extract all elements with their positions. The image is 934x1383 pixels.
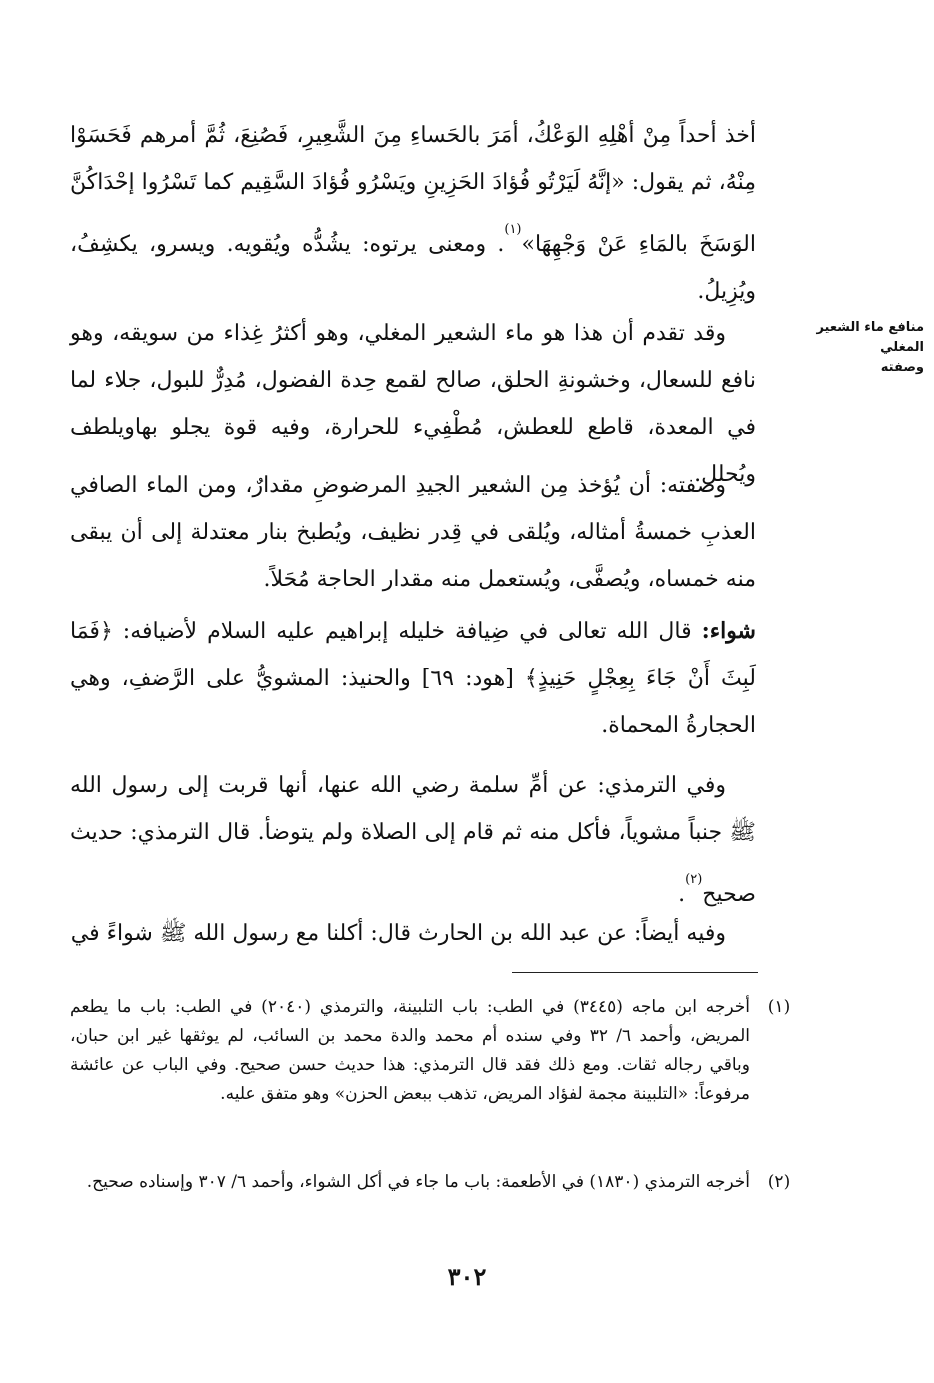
footnote-2: [70, 1168, 791, 1197]
margin-note-line1: منافع ماء الشعير المغلي: [816, 320, 924, 355]
paragraph-4: [70, 608, 756, 749]
margin-note-line2: وصفته: [880, 360, 924, 375]
paragraph-2-text: وقد تقدم أن هذا هو ماء الشعير المغلي، وهو أكثرُ غِذاء من سويقه، وهو نافع للسعال، وخشونةِ الحلق، صالح لقمع حِدة الفضول، مُدِرٌّ للبول، جلاء لما في المعدة، قاطع للعطش، مُطْفِيء للحرارة، وفيه قوة يجلو بهاويلطف ويُحلل.: [70, 321, 756, 487]
paragraph-3-text: وصفته: أن يُؤخذ مِن الشعير الجيدِ المرضوضِ مقدارٌ، ومن الماء الصافي العذبِ خمسةُ أمثاله، ويُلقى في قِدر نظيف، ويُطبخ بنار معتدلة إلى أن يبقى منه خمساه، ويُصفَّى، ويُستعمل منه مقدار الحاجة مُحَلاً.: [70, 473, 756, 592]
paragraph-5: [70, 762, 756, 918]
paragraph-4-text: قال الله تعالى في ضِيافة خليله إبراهيم عليه السلام لأضيافه: ﴿فَمَا لَبِثَ أَنْ جَاءَ بِعِجْلٍ حَنِيذٍ﴾ [هود: ٦٩] والحنيذ: المشويُّ على الرَّضفِ، وهي الحجارةُ المحماة.: [70, 619, 756, 738]
paragraph-1: [70, 112, 756, 315]
paragraph-1-text: أخذ أحداً مِنْ أهْلِهِ الوَعْكُ، أمَرَ بالحَساءِ مِنَ الشَّعِيرِ، فَصُنِعَ، ثُمَّ أمرهم فَحَسَوْا مِنْهُ، ثم يقول: «إنَّهُ لَيَرْتُو فُؤادَ الحَزِينِ ويَسْرُو فُؤادَ السَّقِيم كما تَسْرُوا إحْدَاكُنَّ الوَسَخَ بالمَاءِ عَنْ وَجْهِهَا»: [70, 123, 756, 257]
paragraph-5-text: وفي الترمذي: عن أمِّ سلمة رضي الله عنها، أنها قربت إلى رسول الله ﷺ جنباً مشوياً، فأكل منه ثم قام إلى الصلاة ولم يتوضأ. قال الترمذي: حديث صحيح: [70, 773, 756, 907]
paragraph-1-tail: . ومعنى يرتوه: يشُدُّه ويُقويه. ويسرو، يكشِفُ، ويُزِيلُ.: [70, 232, 756, 304]
paragraph-6-text: وفيه أيضاً: عن عبد الله بن الحارث قال: أكلنا مع رسول الله ﷺ شواءً في: [70, 921, 726, 946]
footnote-separator: [512, 972, 758, 973]
footnote-1-text: أخرجه ابن ماجه (٣٤٤٥) في الطب: باب التلبينة، والترمذي (٢٠٤٠) في الطب: باب ما يطعم المريض، وأحمد ٦/ ٣٢ وفي سنده أم محمد والدة محمد بن السائب، لم يوثقها غير ابن حبان، وباقي رجاله ثقات. ومع ذلك فقد قال الترمذي: هذا حديث حسن صحيح. وفي الباب عن عائشة مرفوعاً: «التلبينة مجمة لفؤاد المريض، تذهب ببعض الحزن» وهو متفق عليه.: [70, 997, 750, 1104]
footnote-2-text: أخرجه الترمذي (١٨٣٠) في الأطعمة: باب ما جاء في أكل الشواء، وأحمد ٦/ ٣٠٧ وإسناده صحيح.: [86, 1172, 750, 1192]
footnote-2-number: (٢): [767, 1172, 791, 1192]
footnote-ref-1: (١): [504, 222, 522, 237]
paragraph-5-tail: .: [678, 882, 686, 907]
footnote-1-number: (١): [767, 997, 791, 1017]
paragraph-3: [70, 462, 756, 603]
footnote-1: [70, 993, 791, 1109]
footnote-ref-2: (٢): [685, 872, 703, 887]
page-number: ٣٠٢: [447, 1262, 487, 1291]
margin-note: [774, 318, 924, 378]
paragraph-6: [70, 910, 756, 957]
section-heading-shiwa: شواء:: [701, 618, 756, 644]
